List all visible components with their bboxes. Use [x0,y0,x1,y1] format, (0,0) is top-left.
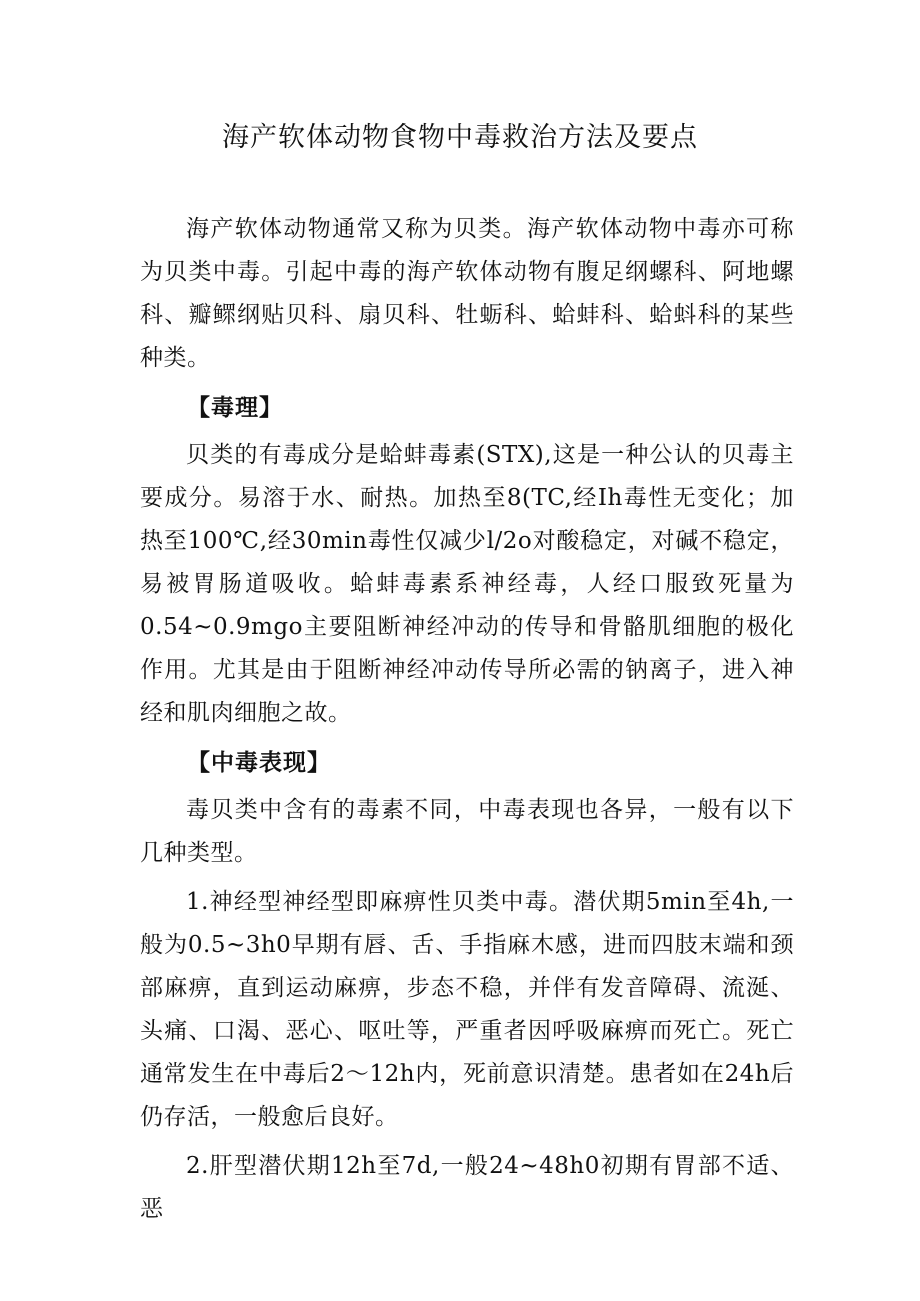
neuro-type-paragraph: 1.神经型神经型即麻痹性贝类中毒。潜伏期5min至4h,一般为0.5~3h0早期有唇、舌、手指麻木感，进而四肢末端和颈部麻痹，直到运动麻痹，步态不稳，并伴有发音障碍、流涎、头痛、口渴、恶心、呕吐等，严重者因呼吸麻痹而死亡。死亡通常发生在中毒后2～12h内，死前意识清楚。患者如在24h后仍存活，一般愈后良好。 [140,889,794,1130]
toxicology-paragraph: 贝类的有毒成分是蛤蚌毒素(STX),这是一种公认的贝毒主要成分。易溶于水、耐热。加热至8(TC,经Ih毒性无变化；加热至100℃,经30min毒性仅减少l/2o对酸稳定，对碱不稳定，易被胃肠道吸收。蛤蚌毒素系神经毒，人经口服致死量为0.54~0.9mgo主要阻断神经冲动的传导和骨骼肌细胞的极化作用。尤其是由于阻断神经冲动传导所必需的钠离子，进入神经和肌肉细胞之故。 [140,442,794,726]
liver-type-paragraph: 2.肝型潜伏期12h至7d,一般24~48h0初期有胃部不适、恶 [140,1153,794,1222]
section-heading-toxicology: 【毒理】 [187,394,283,421]
intro-paragraph: 海产软体动物通常又称为贝类。海产软体动物中毒亦可称为贝类中毒。引起中毒的海产软体动物有腹足纲螺科、阿地螺科、瓣鳏纲贴贝科、扇贝科、牡蛎科、蛤蚌科、蛤蚪科的某些种类。 [140,216,794,371]
symptoms-intro-paragraph: 毒贝类中含有的毒素不同，中毒表现也各异，一般有以下几种类型。 [140,797,794,866]
document-title: 海产软体动物食物中毒救治方法及要点 [222,122,698,153]
section-heading-symptoms: 【中毒表现】 [187,749,331,776]
document-body [140,208,794,1231]
